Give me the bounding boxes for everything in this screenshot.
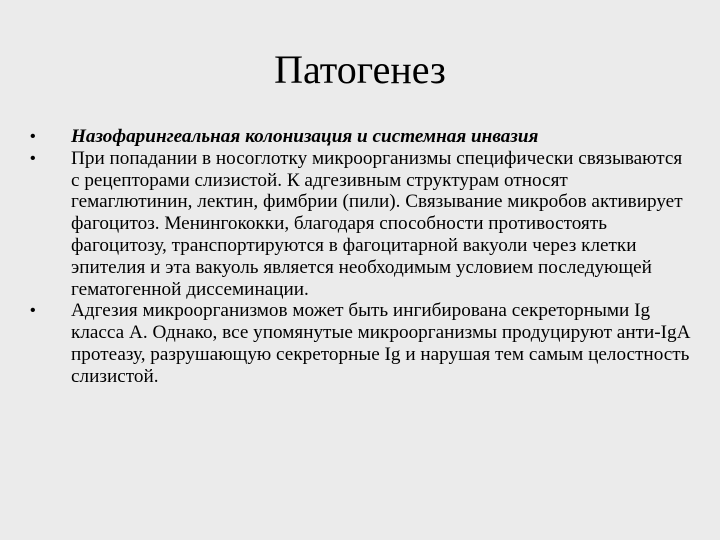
bullet-item — [30, 300, 690, 387]
bullet-icon: • — [30, 302, 36, 320]
bullet-item — [30, 126, 690, 148]
bullet-list — [30, 126, 690, 388]
bullet-item — [30, 148, 690, 301]
bullet-icon: • — [30, 149, 36, 167]
bullet-icon: • — [30, 128, 36, 145]
bullet-text: При попадании в носоглотку микроорганизмы специфически связываются с рецепторами слизистой. К адгезивным структурам относят гемаглютинин, лектин, фимбрии (пили). Связывание микробов активирует фагоцитоз. Менингококки, благодаря способности противостоять фагоцитозу, транспортируются в фагоцитарной вакуоли через клетки эпителия и эта вакуоль является необходимым условием последующей гематогенной диссеминации. — [71, 147, 683, 300]
slide-title: Патогенез — [274, 47, 446, 92]
bullet-text: Назофарингеальная колонизация и системная инвазия — [71, 126, 539, 147]
bullet-text: Адгезия микроорганизмов может быть ингибирована секреторными Ig класса А. Однако, все упомянутые микроорганизмы продуцируют анти-IgA протеазу, разрушающую секреторные Ig и нарушая тем самым целостность слизистой. — [71, 300, 690, 387]
